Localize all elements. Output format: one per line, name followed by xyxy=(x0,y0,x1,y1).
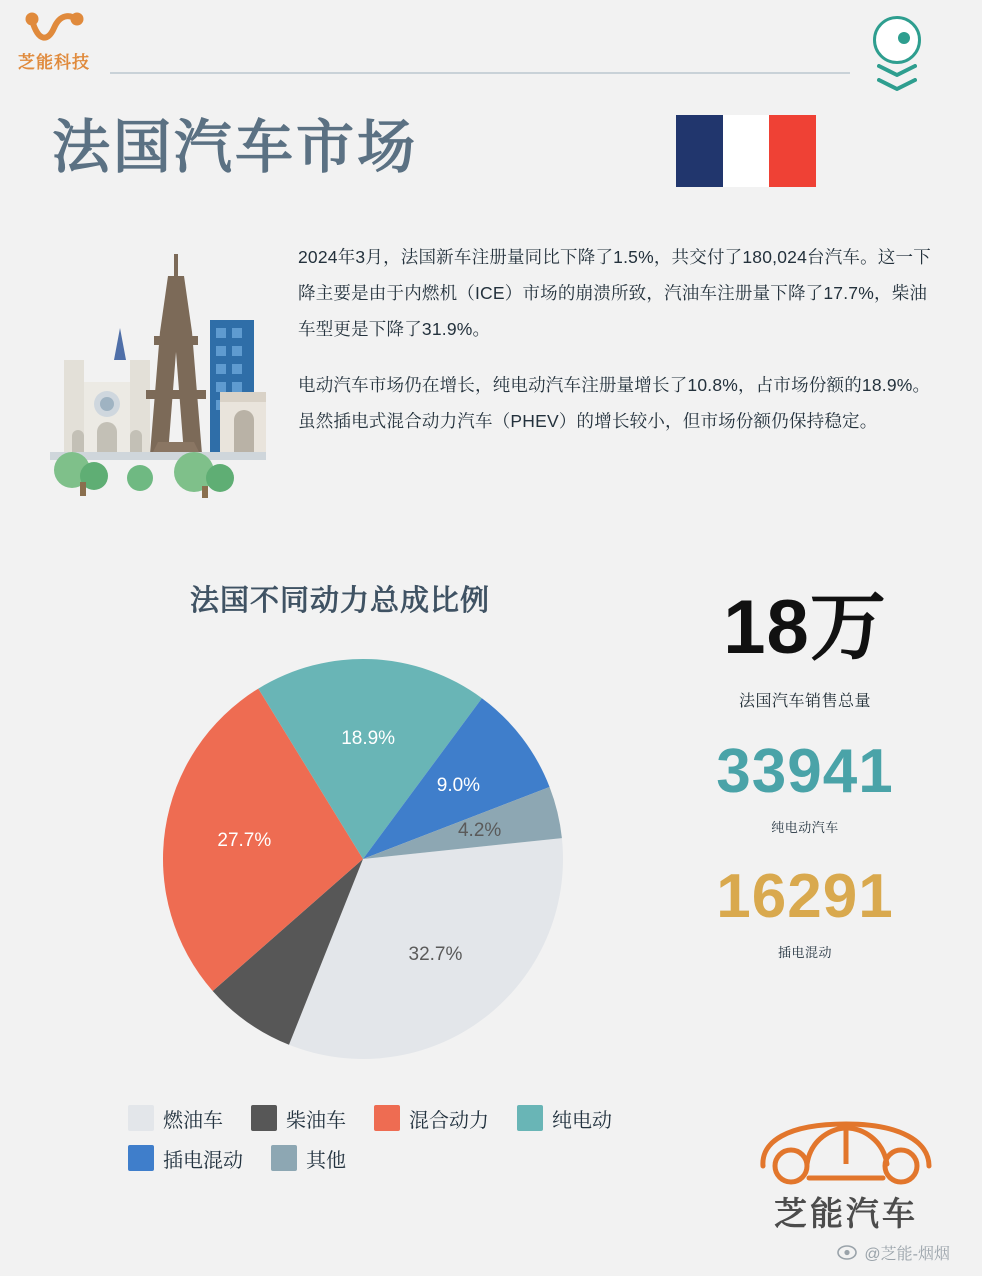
legend-swatch-icon xyxy=(128,1105,154,1131)
footer-brand-name: 芝能汽车 xyxy=(774,1195,918,1232)
stat-bev-value: 33941 xyxy=(716,737,894,806)
legend-swatch-icon xyxy=(271,1145,297,1171)
stat-bev xyxy=(640,737,970,836)
paris-landmarks-illustration xyxy=(42,232,272,502)
watermark-text: @芝能-烟烟 xyxy=(864,1246,950,1263)
article-body xyxy=(298,240,942,439)
article-paragraph-1: 2024年3月，法国新车注册量同比下降了1.5%，共交付了180,024台汽车。这一下降主要是由于内燃机（ICE）市场的崩溃所致，汽油车注册量下降了17.7%，柴油车型更是下降了31.9%。 xyxy=(298,247,931,339)
pie-label-纯电动: 18.9% xyxy=(341,728,396,750)
chevron-down-icon-2 xyxy=(877,78,917,91)
stat-phev-label: 插电混动 xyxy=(777,945,832,960)
watermark xyxy=(837,1241,950,1264)
legend-swatch-icon xyxy=(251,1105,277,1131)
headline-total-caption: 法国汽车销售总量 xyxy=(738,693,871,710)
chevron-down-icon xyxy=(877,64,917,77)
footer-logo xyxy=(742,1108,950,1238)
stat-phev xyxy=(640,862,970,961)
chart-title: 法国不同动力总成比例 xyxy=(189,585,490,617)
legend-swatch-icon xyxy=(128,1145,154,1171)
stats-panel xyxy=(640,585,970,961)
legend-item-插电混动[interactable] xyxy=(128,1138,243,1178)
weibo-eye-icon xyxy=(837,1244,857,1261)
legend-label: 燃油车 xyxy=(163,1109,223,1132)
pie-label-燃油车: 32.7% xyxy=(408,943,463,965)
pie-chart xyxy=(162,658,564,1060)
pie-label-其他: 4.2% xyxy=(457,819,502,841)
legend-label: 其他 xyxy=(306,1149,346,1172)
brand-name: 芝能科技 xyxy=(18,53,90,72)
legend-label: 纯电动 xyxy=(552,1109,612,1132)
legend-swatch-icon xyxy=(374,1105,400,1131)
legend-item-纯电动[interactable] xyxy=(517,1098,612,1138)
header-divider xyxy=(110,72,850,74)
legend-label: 混合动力 xyxy=(409,1109,489,1132)
brand-logo xyxy=(18,8,104,84)
molecule-logo-icon xyxy=(24,12,86,46)
legend-swatch-icon xyxy=(517,1105,543,1131)
pie-chart-svg xyxy=(162,658,564,1060)
header-badge xyxy=(864,16,930,92)
stat-phev-value: 16291 xyxy=(716,862,894,931)
pie-chart-block xyxy=(40,570,640,1210)
article-paragraph-2: 电动汽车市场仍在增长，纯电动汽车注册量增长了10.8%，占市场份额的18.9%。虽然插电式混合动力汽车（PHEV）的增长较小，但市场份额仍保持稳定。 xyxy=(298,374,931,431)
page-header xyxy=(0,0,982,96)
legend-item-混合动力[interactable] xyxy=(374,1098,489,1138)
legend-item-柴油车[interactable] xyxy=(251,1098,346,1138)
stat-bev-label: 纯电动汽车 xyxy=(771,820,839,835)
legend-label: 柴油车 xyxy=(286,1109,346,1132)
legend-label: 插电混动 xyxy=(163,1149,243,1172)
headline-total-value: 18万 xyxy=(723,585,887,670)
car-outline-icon xyxy=(751,1108,941,1186)
pie-label-插电混动: 9.0% xyxy=(436,775,481,797)
target-circle-icon xyxy=(873,16,921,64)
pie-label-混合动力: 27.7% xyxy=(217,830,272,852)
page-title: 法国汽车市场 xyxy=(52,115,419,180)
france-flag xyxy=(676,115,816,187)
target-dot-icon xyxy=(898,32,910,44)
chart-legend xyxy=(128,1098,648,1178)
legend-item-燃油车[interactable] xyxy=(128,1098,223,1138)
legend-item-其他[interactable] xyxy=(271,1138,346,1178)
